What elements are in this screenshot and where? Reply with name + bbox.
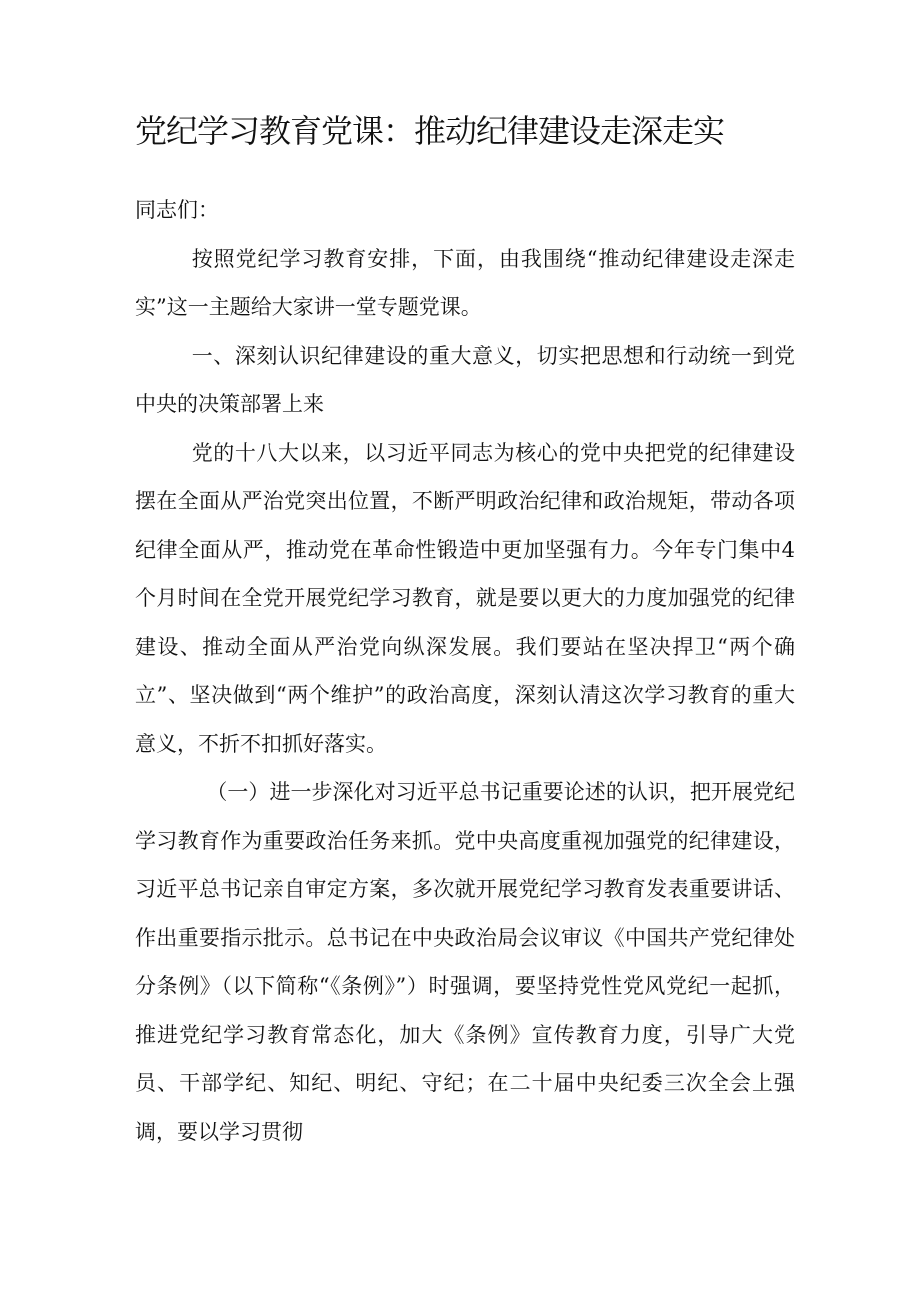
paragraph-intro: 按照党纪学习教育安排，下面，由我围绕“推动纪律建设走深走实”这一主题给大家讲一堂专题党课。: [135, 246, 795, 319]
section-heading-one: 一、深刻认识纪律建设的重大意义，切实把思想和行动统一到党中央的决策部署上来: [135, 343, 795, 416]
salutation: 同志们：: [135, 198, 219, 222]
document-title: 党纪学习教育党课：推动纪律建设走深走实: [135, 112, 725, 150]
paragraph-section-one: 党的十八大以来，以习近平同志为核心的党中央把党的纪律建设摆在全面从严治党突出位置，不断严明政治纪律和政治规矩，带动各项纪律全面从严，推动党在革命性锻造中更加坚强有力。今年专门集中4个月时间在全党开展党纪学习教育，就是要以更大的力度加强党的纪律建设、推动全面从严治党向纵深发展。我们要站在坚决捍卫“两个确立”、坚决做到“两个维护”的政治高度，深刻认清这次学习教育的重大意义，不折不扣抓好落实。: [135, 440, 795, 756]
subsection-one: （一）进一步深化对习近平总书记重要论述的认识，把开展党纪学习教育作为重要政治任务来抓。党中央高度重视加强党的纪律建设，习近平总书记亲自审定方案，多次就开展党纪学习教育发表重要讲话、作出重要指示批示。总书记在中央政治局会议审议《中国共产党纪律处分条例》（以下简称“《条例》”）时强调，要坚持党性党风党纪一起抓，推进党纪学习教育常态化，加大《条例》宣传教育力度，引导广大党员、干部学纪、知纪、明纪、守纪；在二十届中央纪委三次全会上强调，要以学习贯彻: [135, 780, 795, 1144]
document-body: [135, 186, 795, 1156]
